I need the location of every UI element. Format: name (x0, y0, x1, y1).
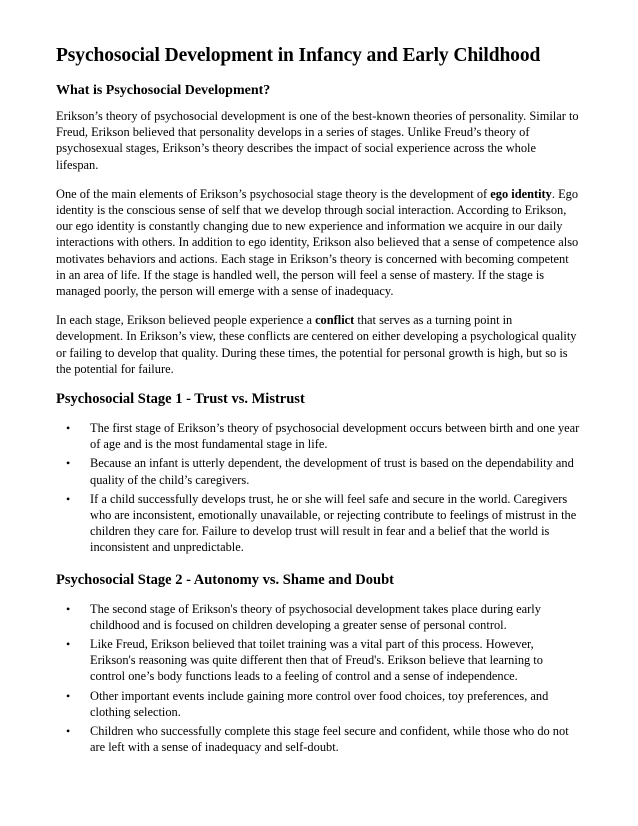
bullet-icon: • (66, 601, 71, 616)
conflict-paragraph (56, 312, 580, 377)
paragraph-text: In each stage, Erikson believed people experience a (56, 313, 316, 328)
bullet-icon: • (66, 456, 71, 471)
list-item (66, 636, 580, 685)
conflict-term: conflict (315, 313, 355, 328)
list-item-text: Like Freud, Erikson believed that toilet training was a vital part of this process. However, Erikson's reasoning was quite different then that of Freud's. Erikson believe that learning to control one’s body functions leads to a feeling of control and a sense of independence. (90, 637, 543, 684)
list-item (66, 688, 580, 720)
list-item-text: The first stage of Erikson’s theory of psychosocial development occurs between birth and one year of age and is the most fundamental stage in life. (90, 421, 580, 452)
paragraph-text: One of the main elements of Erikson’s psychosocial stage theory is the development of (56, 186, 491, 201)
stage-2-list (56, 601, 580, 756)
list-item-text: Children who successfully complete this stage feel secure and confident, while those who do not are left with a sense of inadequacy and self-doubt. (90, 724, 569, 755)
stage-1-list (56, 420, 580, 556)
list-item-text: Other important events include gaining more control over food choices, toy preferences, and clothing selection. (90, 688, 549, 719)
list-item-text: If a child successfully develops trust, he or she will feel safe and secure in the world. Caregivers who are inconsistent, emotionally unavailable, or rejecting contribute to feelings of mistrust in the children they care for. Failure to develop trust will result in fear and a belief that the world is inconsistent and unpredictable. (90, 491, 577, 555)
paragraph-text: that serves as a turning point in development. In Erikson’s view, these conflicts are centered on either developing a psychological quality or failing to develop that quality. During these times, the potential for personal growth is high, but so is the potential for failure. (56, 313, 577, 376)
list-item (66, 601, 580, 633)
list-item (66, 491, 580, 556)
list-item (66, 723, 580, 755)
intro-paragraph: Erikson’s theory of psychosocial development is one of the best-known theories of personality. Similar to Freud, Erikson believed that personality develops in a series of stages. Unlike Freud’s theory of psychosexual stages, Erikson’s theory describes the impact of social experience across the whole lifespan. (56, 109, 579, 172)
paragraph-text: . Ego identity is the conscious sense of self that we develop through social interaction. According to Erikson, our ego identity is constantly changing due to new experience and information we acquire in our daily interactions with others. In addition to ego identity, Erikson also believed that a sense of competence also motivates behaviors and actions. Each stage in Erikson’s theory is concerned with becoming competent in an area of life. If the stage is handled well, the person will feel a sense of mastery. If the stage is managed poorly, the person will emerge with a sense of inadequacy. (56, 186, 579, 299)
list-item (66, 455, 580, 487)
ego-identity-term: ego identity (490, 186, 552, 201)
section-heading-what-is: What is Psychosocial Development? (56, 83, 271, 98)
bullet-icon: • (66, 491, 71, 506)
bullet-icon: • (66, 724, 71, 739)
stage-2-heading: Psychosocial Stage 2 - Autonomy vs. Shame and Doubt (56, 571, 394, 588)
page-title: Psychosocial Development in Infancy and Early Childhood (56, 45, 541, 66)
list-item (66, 420, 580, 452)
stage-1-heading: Psychosocial Stage 1 - Trust vs. Mistrust (56, 391, 305, 408)
bullet-icon: • (66, 421, 71, 436)
ego-identity-paragraph (56, 186, 580, 299)
list-item-text: The second stage of Erikson's theory of psychosocial development takes place during early childhood and is focused on children developing a greater sense of personal control. (90, 601, 541, 632)
bullet-icon: • (66, 688, 71, 703)
bullet-icon: • (66, 637, 71, 652)
list-item-text: Because an infant is utterly dependent, the development of trust is based on the dependability and quality of the child’s caregivers. (90, 456, 574, 487)
